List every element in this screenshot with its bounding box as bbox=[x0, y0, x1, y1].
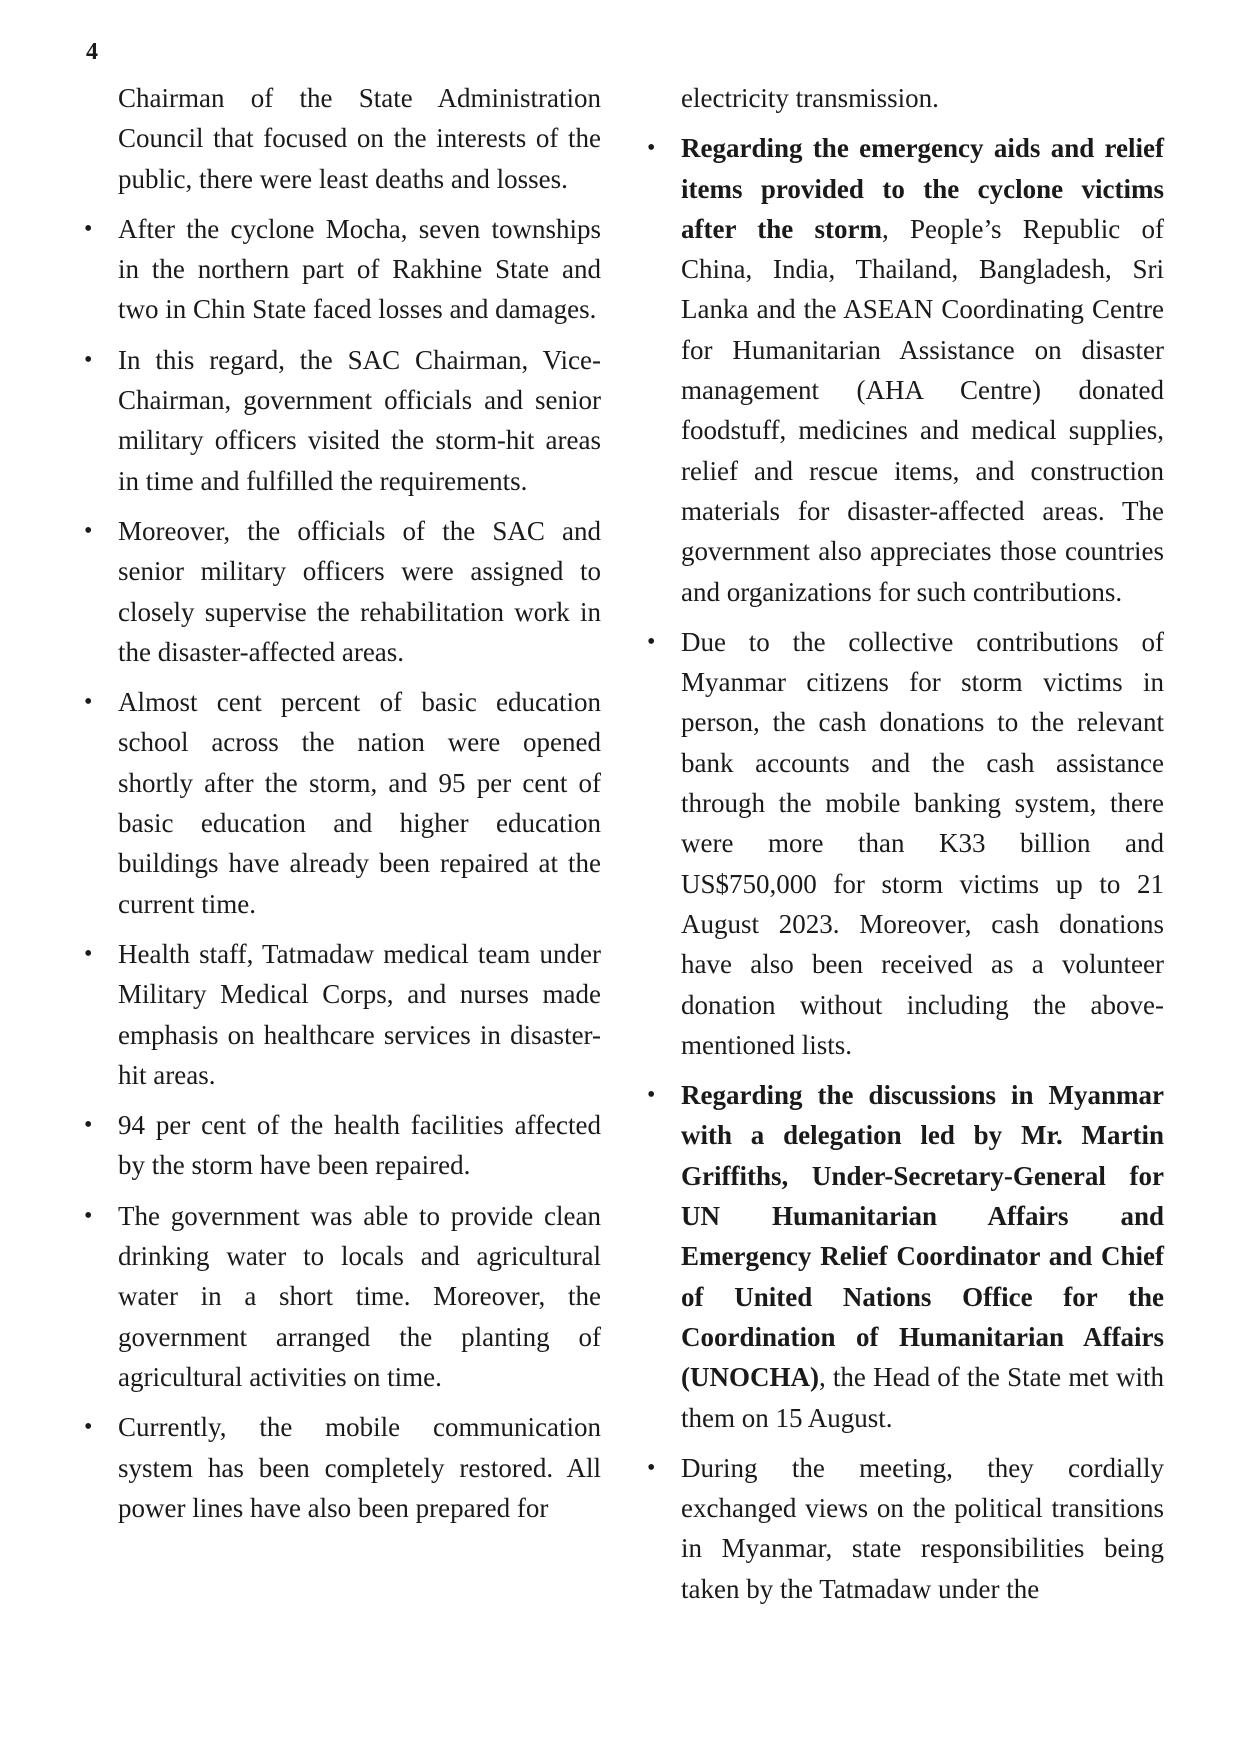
right-column bbox=[647, 78, 1164, 1609]
bullet-item bbox=[647, 622, 1164, 1065]
bullet-text: Due to the collective contributions of Myanmar citizens for storm victims in person, the cash donations to the relevant bank accounts and the cash assistance through the mobile banking system, there were more than K33 billion and US$750,000 for storm victims up to 21 August 2023. Moreover, cash donations have also been received as a volunteer donation without including the above-mentioned lists. bbox=[681, 626, 1164, 1060]
bullet-dot-icon: • bbox=[84, 1414, 93, 1441]
bullet-dot-icon: • bbox=[84, 1112, 93, 1139]
bullet-text: The government was able to provide clean drinking water to locals and agricultural water in a short time. Moreover, the government arranged the planting of agricultural activities on time. bbox=[118, 1200, 601, 1392]
page-number: 4 bbox=[86, 39, 98, 65]
bullet-text: Currently, the mobile communication system has been completely restored. All power lines have also been prepared for bbox=[118, 1412, 601, 1523]
bullet-text: , the Head of the State met with them on 15 August. bbox=[681, 1362, 1164, 1433]
bullet-bold-lead: Regarding the discussions in Myanmar with a delegation led by Mr. Martin Griffiths, Under-Secretary-General for UN Humanitarian Affairs and Emergency Relief Coordinator and Chief of United Nations Office for the Coordination of Humanitarian Affairs (UNOCHA) bbox=[681, 1080, 1164, 1393]
bullet-dot-icon: • bbox=[84, 1202, 93, 1229]
bullet-text: In this regard, the SAC Chairman, Vice-Chairman, government officials and senior military officers visited the storm-hit areas in time and fulfilled the requirements. bbox=[118, 344, 601, 496]
bullet-item bbox=[84, 340, 601, 501]
bullet-dot-icon: • bbox=[647, 135, 656, 162]
bullet-dot-icon: • bbox=[84, 940, 93, 967]
bullet-text: 94 per cent of the health facilities affected by the storm have been repaired. bbox=[118, 1110, 601, 1181]
bullet-dot-icon: • bbox=[84, 517, 93, 544]
left-column bbox=[84, 78, 601, 1528]
bullet-text: After the cyclone Mocha, seven townships in the northern part of Rakhine State and two in Chin State faced losses and damages. bbox=[118, 213, 601, 325]
continuation-paragraph: electricity transmission. bbox=[681, 83, 939, 113]
continuation-paragraph: Chairman of the State Administration Council that focused on the interests of the public, there were least deaths and losses. bbox=[118, 83, 601, 194]
bullet-item bbox=[84, 209, 601, 330]
bullet-text: During the meeting, they cordially exchanged views on the political transitions in Myanmar, state responsibilities being taken by the Tatmadaw under the bbox=[681, 1452, 1164, 1604]
bullet-text: Health staff, Tatmadaw medical team under Military Medical Corps, and nurses made emphasis on healthcare services in disaster-hit areas. bbox=[118, 938, 601, 1090]
bullet-item bbox=[84, 682, 601, 924]
bullet-text: Moreover, the officials of the SAC and senior military officers were assigned to closely supervise the rehabilitation work in the disaster-affected areas. bbox=[118, 515, 601, 667]
bullet-dot-icon: • bbox=[84, 689, 93, 716]
bullet-dot-icon: • bbox=[647, 628, 656, 655]
bullet-item bbox=[84, 1196, 601, 1397]
bullet-item bbox=[647, 1448, 1164, 1609]
bullet-text: Almost cent percent of basic education school across the nation were opened shortly after the storm, and 95 per cent of basic education and higher education buildings have already been repaired at the current time. bbox=[118, 687, 601, 919]
bullet-dot-icon: • bbox=[647, 1082, 656, 1109]
bullet-dot-icon: • bbox=[84, 215, 93, 242]
bullet-bold-lead: Regarding the emergency aids and relief items provided to the cyclone victims after the storm bbox=[681, 133, 1164, 244]
bullet-item bbox=[84, 1407, 601, 1528]
bullet-text: , People’s Republic of China, India, Thailand, Bangladesh, Sri Lanka and the ASEAN Coordinating Centre for Humanitarian Assistance on disaster management (AHA Centre) donated foodstuff, medicines and medical supplies, relief and rescue items, and construction materials for disaster-affected areas. The government also appreciates those countries and organizations for such contributions. bbox=[681, 213, 1164, 607]
bullet-item bbox=[84, 934, 601, 1095]
bullet-item bbox=[647, 1075, 1164, 1438]
bullet-item bbox=[84, 1105, 601, 1186]
bullet-item bbox=[84, 511, 601, 672]
bullet-item bbox=[647, 128, 1164, 612]
bullet-dot-icon: • bbox=[84, 346, 93, 373]
bullet-dot-icon: • bbox=[647, 1454, 656, 1481]
